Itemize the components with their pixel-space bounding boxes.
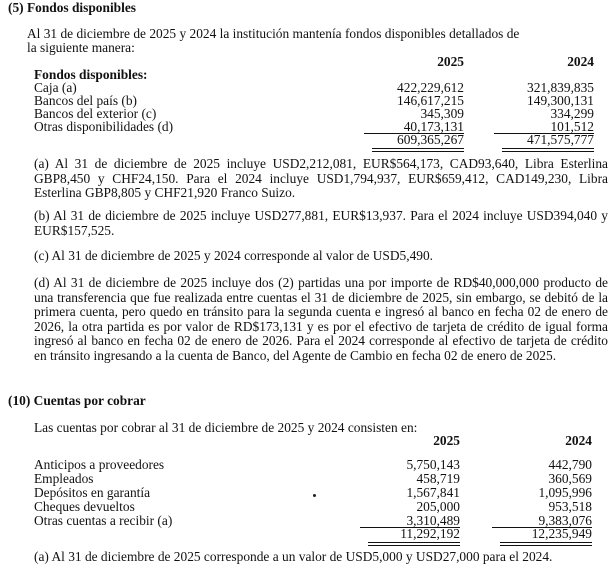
cuentas-row-2025: 5,750,143 xyxy=(406,457,460,472)
fondos-row-2025: 40,173,131 xyxy=(364,120,464,134)
section-heading-fondos: (5) Fondos disponibles xyxy=(8,0,136,15)
cuentas-row-2024: 9,383,076 xyxy=(492,514,592,528)
fondos-year-2025: 2025 xyxy=(437,54,464,69)
fondos-note-d: (d) Al 31 de diciembre de 2025 incluye dos (2) partidas una por importe de RD$40,000,000 producto de una transferencia que fue realizada entre cuentas el 31 de diciembre de 2025, sin embargo, se debitó de la primera cuenta, pero quedo en tránsito para la segunda cuenta e ingresó al banco en fecha 02 de enero de 2026, la otra partida es por valor de RD$173,131 y es por el efectivo de tarjeta de crédito de igual forma ingresó al banco en fecha 02 de enero de 2026. Para el 2024 corresponde al efectivo de tarjeta de crédito en tránsito ingresando a la cuenta de Banco, del Agente de Cambio en fecha 02 de enero de 2025. xyxy=(34,275,608,363)
cuentas-row-2025: 3,310,489 xyxy=(360,514,460,528)
fondos-total-rule-2025 xyxy=(372,148,464,152)
fondos-row-2024: 149,300,131 xyxy=(527,93,594,108)
cuentas-total-rule-2024 xyxy=(500,542,592,546)
cuentas-total-2024: 12,235,949 xyxy=(531,526,592,541)
fondos-subheading: Fondos disponibles: xyxy=(34,67,148,82)
fondos-note-c: (c) Al 31 de diciembre de 2025 y 2024 corresponde al valor de USD5,490. xyxy=(34,248,434,263)
cuentas-total-rule-2025 xyxy=(368,542,460,546)
cuentas-row-label: Otras cuentas a recibir (a) xyxy=(34,513,173,528)
cuentas-year-2025: 2025 xyxy=(433,433,460,448)
section-heading-cuentas: (10) Cuentas por cobrar xyxy=(8,393,146,408)
fondos-row-2024: 334,299 xyxy=(550,106,594,121)
fondos-note-b: (b) Al 31 de diciembre de 2025 incluye USD277,881, EUR$13,937. Para el 2024 incluye USD394,040 y EUR$157,525. xyxy=(34,208,608,238)
fondos-row-2024: 101,512 xyxy=(494,120,594,134)
cuentas-row-2024: 953,518 xyxy=(548,499,592,514)
cuentas-row-2024: 442,790 xyxy=(548,457,592,472)
cuentas-intro: Las cuentas por cobrar al 31 de diciembre de 2025 y 2024 consisten en: xyxy=(34,420,418,435)
cuentas-row-2025: 458,719 xyxy=(416,471,460,486)
fondos-row-2025: 345,309 xyxy=(420,106,464,121)
fondos-intro-line1: Al 31 de diciembre de 2025 y 2024 la institución mantenía fondos disponibles detallados de xyxy=(27,26,520,41)
fondos-row-label: Otras disponibilidades (d) xyxy=(34,119,174,134)
cuentas-total-2025: 11,292,192 xyxy=(400,526,460,541)
cuentas-row-2025: 205,000 xyxy=(416,499,460,514)
fondos-row-label: Bancos del país (b) xyxy=(34,93,138,108)
fondos-total-2025: 609,365,267 xyxy=(397,132,464,147)
cuentas-row-2024: 1,095,996 xyxy=(538,485,592,500)
cuentas-year-2024: 2024 xyxy=(565,433,592,448)
cuentas-row-2024: 360,569 xyxy=(548,471,592,486)
fondos-year-2024: 2024 xyxy=(567,54,594,69)
fondos-row-2024: 321,839,835 xyxy=(527,80,594,95)
cuentas-row-label: Empleados xyxy=(34,471,94,486)
stray-dot xyxy=(313,494,316,497)
cuentas-row-label: Cheques devueltos xyxy=(34,499,135,514)
cuentas-row-label: Depósitos en garantía xyxy=(34,485,151,500)
cuentas-row-2025: 1,567,841 xyxy=(406,485,460,500)
cuentas-row-label: Anticipos a proveedores xyxy=(34,457,165,472)
fondos-total-2024: 471,575,777 xyxy=(527,132,594,147)
fondos-intro-line2: la siguiente manera: xyxy=(27,40,135,55)
fondos-row-2025: 146,617,215 xyxy=(397,93,464,108)
fondos-row-label: Bancos del exterior (c) xyxy=(34,106,157,121)
fondos-total-rule-2024 xyxy=(502,148,594,152)
fondos-row-label: Caja (a) xyxy=(34,80,77,95)
fondos-note-a: (a) Al 31 de diciembre de 2025 incluye USD2,212,081, EUR$564,173, CAD93,640, Libra Esterlina GBP8,450 y CHF24,150. Para el 2024 incluye USD1,794,937, EUR$659,412, CAD149,230, Libra Esterlina GBP8,805 y CHF21,920 Franco Suizo. xyxy=(34,156,608,200)
fondos-row-2025: 422,229,612 xyxy=(397,80,464,95)
cuentas-note-a: (a) Al 31 de diciembre de 2025 corresponde a un valor de USD5,000 y USD27,000 para el 2024. xyxy=(34,549,553,564)
